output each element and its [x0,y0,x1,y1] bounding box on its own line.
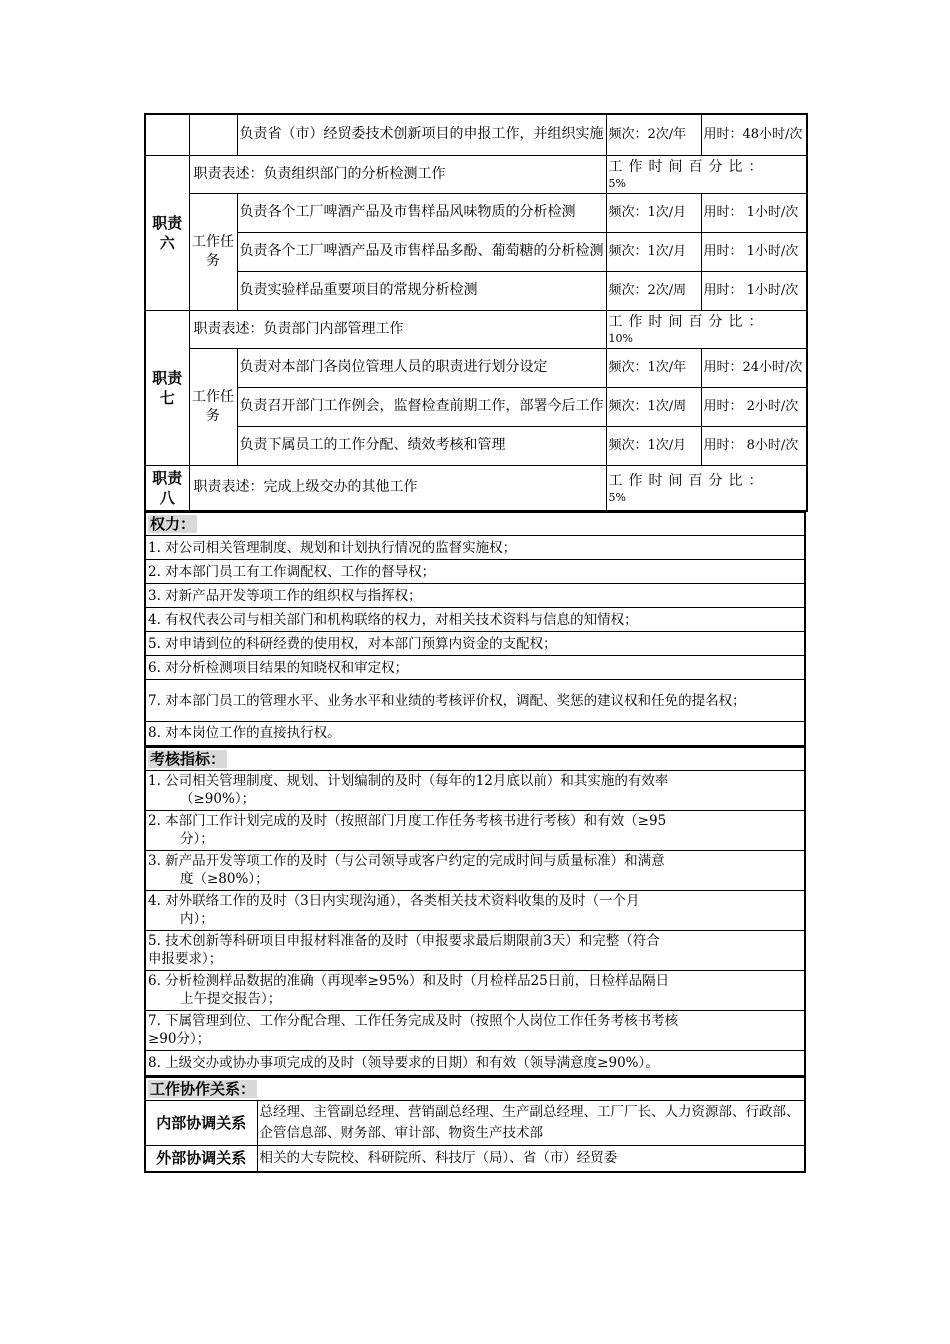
task-label: 工作任务 [189,348,237,465]
power-item: 5. 对申请到位的科研经费的使用权，对本部门预算内资金的支配权； [145,632,805,656]
task-text: 负责各个工厂啤酒产品及市售样品多酚、葡萄糖的分析检测 [237,232,606,271]
task-duration: 用时：48小时/次 [701,114,807,155]
kpi-item [145,770,805,810]
internal-relations-value: 总经理、主管副总经理、营销副总经理、生产副总经理、工厂厂长、人力资源部、行政部、企管信息部、财务部、审计部、物资生产技术部 [257,1101,805,1146]
kpi-line-cont: 分）； [180,831,214,847]
time-percentage-value: 10% [608,332,633,345]
task-duration: 用时： 2小时/次 [701,387,807,426]
powers-heading [145,513,805,536]
task-duration: 用时：24小时/次 [701,348,807,387]
task-label-cell [189,114,237,155]
task-row [145,193,807,232]
power-item: 8. 对本岗位工作的直接执行权。 [145,722,805,746]
duty-label: 职责六 [145,155,189,310]
kpi-line-cont: （≥90%）； [180,791,256,807]
relations-table [144,1077,806,1173]
task-frequency: 频次：1次/月 [606,193,701,232]
time-percentage-value: 5% [608,490,626,504]
kpi-line-cont: 度（≥80%）； [180,871,269,887]
powers-title: 权力： [150,515,196,533]
kpi-line-cont: 上午提交报告）； [180,991,282,1007]
time-percentage-value: 5% [608,177,626,190]
task-frequency: 频次：2次/年 [606,114,701,155]
task-row [145,387,807,426]
kpi-line: 3. 新产品开发等项工作的及时（与公司领导或客户约定的完成时间与质量标准）和满意 [148,853,665,869]
task-frequency: 频次：1次/月 [606,426,701,465]
task-row [145,271,807,310]
kpi-table [144,747,806,1078]
task-duration: 用时： 1小时/次 [701,232,807,271]
kpi-line: 1. 公司相关管理制度、规划、计划编制的及时（每年的12月底以前）和其实施的有效率 [148,773,669,789]
power-item: 1. 对公司相关管理制度、规划和计划执行情况的监督实施权； [145,536,805,560]
task-duration: 用时： 8小时/次 [701,426,807,465]
task-frequency: 频次：1次/周 [606,387,701,426]
task-text: 负责实验样品重要项目的常规分析检测 [237,271,606,310]
task-row [145,114,807,155]
relations-heading [145,1078,805,1101]
task-duration: 用时： 1小时/次 [701,271,807,310]
kpi-line-cont: 申报要求）； [148,951,223,967]
kpi-item [145,890,805,930]
time-percentage [606,155,807,193]
kpi-line: 4. 对外联络工作的及时（3日内实现沟通），各类相关技术资料收集的及时（一个月 [148,893,640,909]
duty-statement-row [145,155,807,193]
kpi-item [145,1010,805,1050]
internal-relations-label: 内部协调关系 [145,1101,257,1146]
power-item: 4. 有权代表公司与相关部门和机构联络的权力，对相关技术资料与信息的知情权； [145,608,805,632]
kpi-line: 7. 下属管理到位、工作分配合理、工作任务完成及时（按照个人岗位工作任务考核书考核 [148,1013,679,1029]
task-text: 负责省（市）经贸委技术创新项目的申报工作，并组织实施 [237,114,606,155]
job-description-page [144,113,806,1173]
external-relations-label: 外部协调关系 [145,1146,257,1172]
time-percentage-label: 工作时间百分比： [608,314,769,330]
external-relations-value: 相关的大专院校、科研院所、科技厅（局）、省（市）经贸委 [257,1146,805,1172]
kpi-item [145,850,805,890]
duty-statement: 职责表述：负责部门内部管理工作 [189,310,606,348]
duties-table [144,113,808,512]
time-percentage [606,465,807,511]
task-row [145,232,807,271]
duty-label-cell [145,114,189,155]
kpi-line-cont: 内）； [180,911,214,927]
duty-label: 职责七 [145,310,189,465]
kpi-line: 5. 技术创新等科研项目申报材料准备的及时（申报要求最后期限前3天）和完整（符合 [148,933,660,949]
kpi-line: 8. 上级交办或协办事项完成的及时（领导要求的日期）和有效（领导满意度≥90%）。 [148,1054,659,1071]
kpi-item [145,930,805,970]
power-item: 3. 对新产品开发等项工作的组织权与指挥权； [145,584,805,608]
time-percentage [606,310,807,348]
kpi-line-cont: ≥90分）； [148,1031,211,1047]
task-text: 负责下属员工的工作分配、绩效考核和管理 [237,426,606,465]
powers-table [144,512,806,747]
duty-statement: 职责表述：负责组织部门的分析检测工作 [189,155,606,193]
kpi-title: 考核指标： [150,749,226,768]
task-duration: 用时： 1小时/次 [701,193,807,232]
task-frequency: 频次：1次/月 [606,232,701,271]
time-percentage-label: 工作时间百分比： [608,159,769,175]
task-frequency: 频次：2次/周 [606,271,701,310]
task-text: 负责各个工厂啤酒产品及市售样品风味物质的分析检测 [237,193,606,232]
power-item: 7. 对本部门员工的管理水平、业务水平和业绩的考核评价权，调配、奖惩的建议权和任免的提名权； [145,680,805,722]
task-text: 负责对本部门各岗位管理人员的职责进行划分设定 [237,348,606,387]
time-percentage-label: 工作时间百分比： [608,472,769,489]
task-row [145,426,807,465]
duty-label: 职责八 [145,465,189,511]
duty-statement: 职责表述：完成上级交办的其他工作 [189,465,606,511]
duty-statement-row [145,310,807,348]
relations-title: 工作协作关系： [150,1080,256,1098]
task-text: 负责召开部门工作例会，监督检查前期工作，部署今后工作 [237,387,606,426]
task-row [145,348,807,387]
kpi-item [145,1050,805,1076]
power-item: 2. 对本部门员工有工作调配权、工作的督导权； [145,560,805,584]
kpi-item [145,810,805,850]
kpi-item [145,970,805,1010]
kpi-heading [145,747,805,770]
duty-statement-row [145,465,807,511]
power-item: 6. 对分析检测项目结果的知晓权和审定权； [145,656,805,680]
task-frequency: 频次：1次/年 [606,348,701,387]
kpi-line: 6. 分析检测样品数据的准确（再现率≥95%）和及时（月检样品25日前，日检样品隔日 [148,973,670,989]
task-label: 工作任务 [189,193,237,310]
kpi-line: 2. 本部门工作计划完成的及时（按照部门月度工作任务考核书进行考核）和有效（≥95 [148,813,667,829]
